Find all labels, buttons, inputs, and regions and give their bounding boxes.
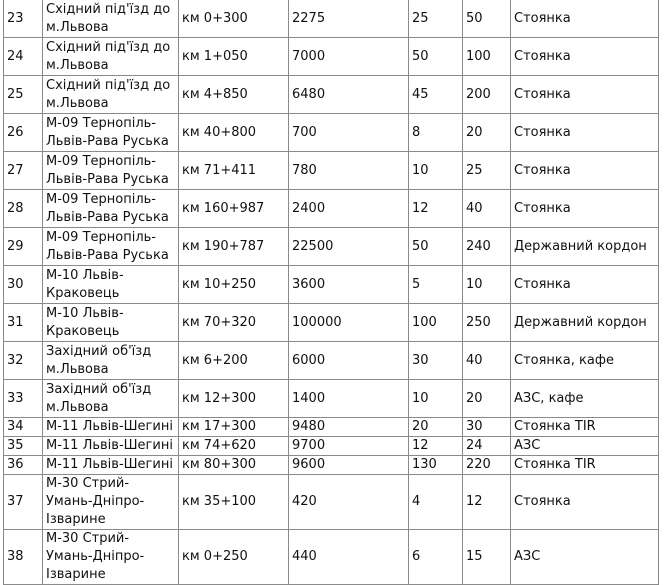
capacity-a: 45 [409, 76, 463, 114]
capacity-b: 20 [463, 114, 511, 152]
capacity-a: 12 [409, 190, 463, 228]
area-value: 1400 [289, 380, 409, 418]
row-number: 26 [4, 114, 43, 152]
capacity-a: 130 [409, 456, 463, 475]
facility-type: Державний кордон [511, 304, 659, 342]
road-name: М-30 Стрий-Умань-Дніпро-Ізварине [43, 475, 179, 530]
road-name: Східний під'їзд до м.Львова [43, 38, 179, 76]
road-name: Західний об'їзд м.Львова [43, 380, 179, 418]
capacity-a: 4 [409, 475, 463, 530]
road-name: М-09 Тернопіль-Львів-Рава Руська [43, 190, 179, 228]
capacity-a: 100 [409, 304, 463, 342]
table-row [4, 190, 659, 228]
road-name: Східний під'їзд до м.Львова [43, 76, 179, 114]
row-number: 27 [4, 152, 43, 190]
kilometer-mark: км 0+300 [179, 0, 289, 38]
capacity-b: 220 [463, 456, 511, 475]
table-row [4, 76, 659, 114]
road-name: М-10 Львів-Краковець [43, 304, 179, 342]
capacity-b: 20 [463, 380, 511, 418]
table-row [4, 0, 659, 38]
road-name: М-11 Львів-Шегині [43, 456, 179, 475]
area-value: 2400 [289, 190, 409, 228]
area-value: 6000 [289, 342, 409, 380]
area-value: 2275 [289, 0, 409, 38]
capacity-a: 20 [409, 418, 463, 437]
row-number: 24 [4, 38, 43, 76]
capacity-b: 50 [463, 0, 511, 38]
facility-type: Стоянка [511, 152, 659, 190]
row-number: 37 [4, 475, 43, 530]
road-name: М-09 Тернопіль-Львів-Рава Руська [43, 114, 179, 152]
facility-type: АЗС [511, 530, 659, 585]
area-value: 6480 [289, 76, 409, 114]
capacity-a: 10 [409, 380, 463, 418]
capacity-a: 50 [409, 228, 463, 266]
table-row [4, 475, 659, 530]
table-row [4, 437, 659, 456]
table-row [4, 266, 659, 304]
area-value: 9480 [289, 418, 409, 437]
kilometer-mark: км 74+620 [179, 437, 289, 456]
table-row [4, 114, 659, 152]
capacity-b: 240 [463, 228, 511, 266]
facility-type: АЗС [511, 437, 659, 456]
facility-type: Державний кордон [511, 228, 659, 266]
facility-type: Стоянка [511, 0, 659, 38]
capacity-b: 100 [463, 38, 511, 76]
area-value: 22500 [289, 228, 409, 266]
facility-type: Стоянка [511, 266, 659, 304]
row-number: 34 [4, 418, 43, 437]
table-row [4, 152, 659, 190]
row-number: 31 [4, 304, 43, 342]
capacity-a: 50 [409, 38, 463, 76]
row-number: 38 [4, 530, 43, 585]
parking-facilities-table [3, 0, 659, 585]
facility-type: Стоянка [511, 76, 659, 114]
capacity-a: 25 [409, 0, 463, 38]
row-number: 35 [4, 437, 43, 456]
capacity-a: 30 [409, 342, 463, 380]
kilometer-mark: км 4+850 [179, 76, 289, 114]
area-value: 100000 [289, 304, 409, 342]
facility-type: Стоянка TIR [511, 418, 659, 437]
area-value: 9700 [289, 437, 409, 456]
kilometer-mark: км 0+250 [179, 530, 289, 585]
facility-type: Стоянка TIR [511, 456, 659, 475]
kilometer-mark: км 10+250 [179, 266, 289, 304]
capacity-b: 25 [463, 152, 511, 190]
facility-type: Стоянка [511, 475, 659, 530]
table-row [4, 342, 659, 380]
area-value: 780 [289, 152, 409, 190]
kilometer-mark: км 1+050 [179, 38, 289, 76]
area-value: 7000 [289, 38, 409, 76]
road-name: М-11 Львів-Шегині [43, 418, 179, 437]
table-row [4, 530, 659, 585]
kilometer-mark: км 70+320 [179, 304, 289, 342]
kilometer-mark: км 40+800 [179, 114, 289, 152]
row-number: 25 [4, 76, 43, 114]
road-name: М-10 Львів-Краковець [43, 266, 179, 304]
table-row [4, 38, 659, 76]
capacity-b: 40 [463, 190, 511, 228]
capacity-b: 15 [463, 530, 511, 585]
row-number: 29 [4, 228, 43, 266]
capacity-a: 6 [409, 530, 463, 585]
kilometer-mark: км 12+300 [179, 380, 289, 418]
area-value: 700 [289, 114, 409, 152]
facility-type: АЗС, кафе [511, 380, 659, 418]
area-value: 440 [289, 530, 409, 585]
capacity-a: 5 [409, 266, 463, 304]
row-number: 23 [4, 0, 43, 38]
road-name: Східний під'їзд до м.Львова [43, 0, 179, 38]
kilometer-mark: км 71+411 [179, 152, 289, 190]
capacity-b: 10 [463, 266, 511, 304]
road-name: Західний об'їзд м.Львова [43, 342, 179, 380]
road-name: М-09 Тернопіль-Львів-Рава Руська [43, 152, 179, 190]
capacity-b: 24 [463, 437, 511, 456]
kilometer-mark: км 17+300 [179, 418, 289, 437]
table-row [4, 456, 659, 475]
facility-type: Стоянка, кафе [511, 342, 659, 380]
area-value: 3600 [289, 266, 409, 304]
row-number: 33 [4, 380, 43, 418]
facility-type: Стоянка [511, 190, 659, 228]
road-name: М-30 Стрий-Умань-Дніпро-Ізварине [43, 530, 179, 585]
kilometer-mark: км 80+300 [179, 456, 289, 475]
table-row [4, 418, 659, 437]
facility-type: Стоянка [511, 114, 659, 152]
capacity-a: 10 [409, 152, 463, 190]
row-number: 36 [4, 456, 43, 475]
capacity-a: 8 [409, 114, 463, 152]
capacity-b: 200 [463, 76, 511, 114]
capacity-b: 30 [463, 418, 511, 437]
kilometer-mark: км 35+100 [179, 475, 289, 530]
area-value: 9600 [289, 456, 409, 475]
road-name: М-11 Львів-Шегині [43, 437, 179, 456]
parking-table-wrapper [3, 0, 658, 585]
table-row [4, 228, 659, 266]
area-value: 420 [289, 475, 409, 530]
road-name: М-09 Тернопіль-Львів-Рава Руська [43, 228, 179, 266]
row-number: 28 [4, 190, 43, 228]
row-number: 32 [4, 342, 43, 380]
table-row [4, 380, 659, 418]
kilometer-mark: км 6+200 [179, 342, 289, 380]
table-row [4, 304, 659, 342]
kilometer-mark: км 190+787 [179, 228, 289, 266]
capacity-b: 250 [463, 304, 511, 342]
capacity-b: 40 [463, 342, 511, 380]
facility-type: Стоянка [511, 38, 659, 76]
row-number: 30 [4, 266, 43, 304]
capacity-b: 12 [463, 475, 511, 530]
kilometer-mark: км 160+987 [179, 190, 289, 228]
capacity-a: 12 [409, 437, 463, 456]
